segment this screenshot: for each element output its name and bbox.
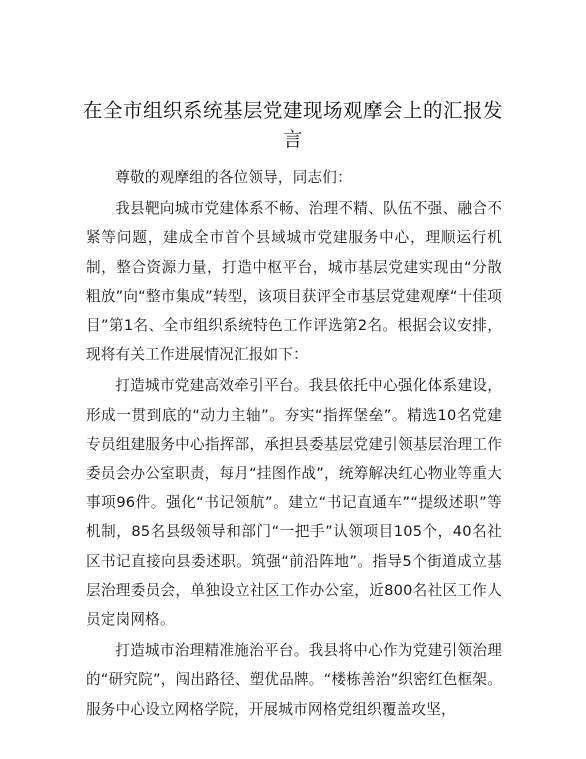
document-title: 在全市组织系统基层党建现场观摩会上的汇报发言 — [82, 99, 503, 151]
paragraph-governance-platform: 打造城市治理精准施治平台。我县将中心作为党建引领治理的“研究院”，闯出路径、塑优品牌。“楼栋善治”织密红色框架。服务中心设立网格学院，开展城市网格党组织覆盖攻坚， — [86, 642, 502, 718]
document-body — [86, 163, 502, 724]
paragraph-party-building-platform: 打造城市党建高效牵引平台。我县依托中心强化体系建设，形成一贯到底的“动力主轴”。夯实“指挥堡垒”。精选10名党建专员组建服务中心指挥部，承担县委基层党建引领基层治理工作委员会办公室职责，每月“挂图作战”，统筹解决红心物业等重大事项96件。强化“书记领航”。建立“书记直通车”“提级述职”等机制，85名县级领导和部门“一把手”认领项目105个，40名社区书记直接向县委述职。筑强“前沿阵地”。指导5个街道成立基层治理委员会，单独设立社区工作办公室，近800名社区工作人员定岗网格。 — [86, 377, 502, 629]
salutation: 尊敬的观摩组的各位领导，同志们： — [115, 169, 352, 186]
paragraph-intro: 我县靶向城市党建体系不畅、治理不精、队伍不强、融合不紧等问题，建成全市首个县域城市党建服务中心，理顺运行机制，整合资源力量，打造中枢平台，城市基层党建实现由“分散粗放”向“整市集成”转型，该项目获评全市基层党建观摩“十佳项目”第1名、全市组织系统特色工作评选第2名。根据会议安排，现将有关工作进展情况汇报如下： — [86, 200, 502, 364]
